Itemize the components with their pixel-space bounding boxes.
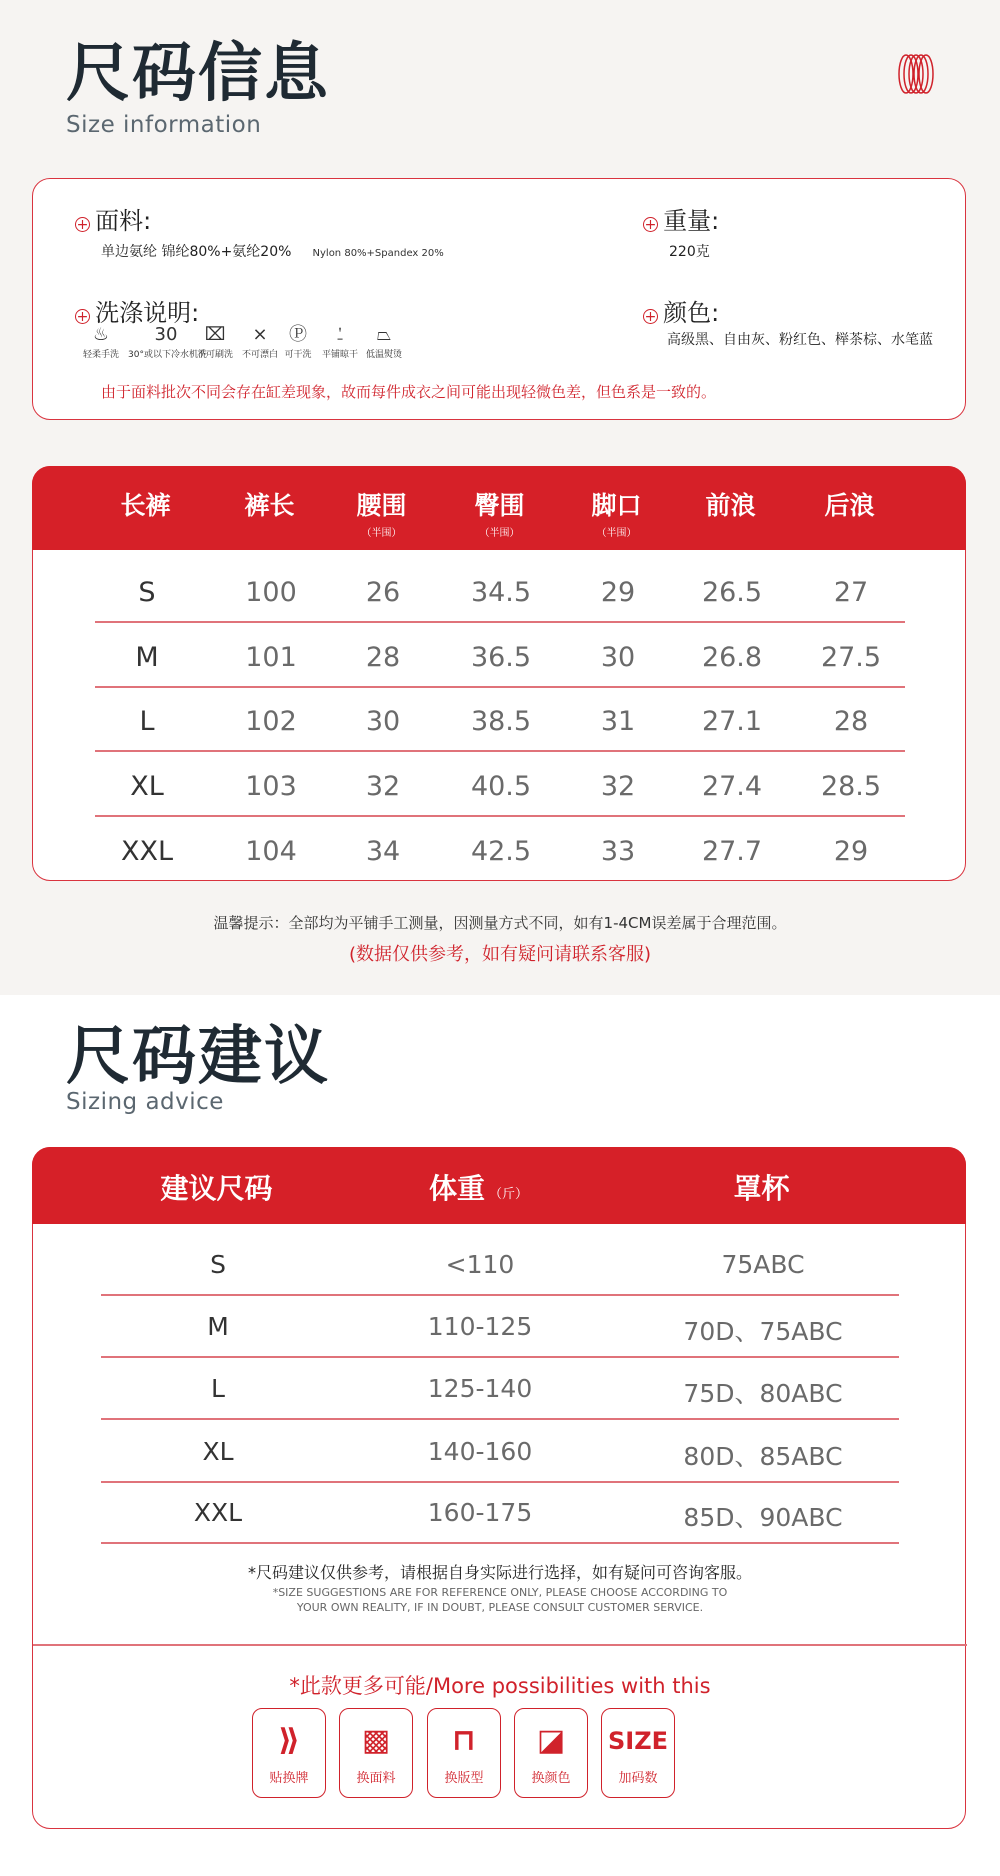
size-value-cell: 26.8: [701, 642, 763, 673]
advice-size-cell: XXL: [193, 1498, 243, 1527]
fabric-label: 面料:: [95, 207, 152, 235]
size-header-label: 脚口: [591, 490, 642, 520]
option-caption: 加码数: [618, 1771, 658, 1786]
advice-value-cell: 75ABC: [721, 1250, 805, 1279]
more-possibilities-title: *此款更多可能/More possibilities with this: [289, 1674, 711, 1698]
advice-note-en-2: YOUR OWN REALITY, IF IN DOUBT, PLEASE CONSULT CUSTOMER SERVICE.: [296, 1601, 704, 1614]
advice-size-cell: L: [211, 1374, 225, 1403]
advice-subtitle: Sizing advice: [66, 1089, 224, 1115]
plus-circle-icon: +: [76, 309, 89, 325]
size-value-cell: 28.5: [820, 771, 882, 802]
advice-title: 尺码建议: [66, 1020, 330, 1094]
low-iron-icon: ⏢: [376, 324, 392, 345]
advice-header-label: 罩杯: [733, 1171, 790, 1205]
row-divider: [101, 1294, 899, 1296]
size-value-cell: 38.5: [470, 706, 532, 737]
plus-circle-icon: +: [644, 309, 657, 325]
care-icon-item: [280, 323, 316, 360]
color-value: 高级黑、自由灰、粉红色、榉茶棕、水笔蓝: [667, 332, 933, 348]
size-value-cell: 30: [600, 642, 636, 673]
sizing-advice-section: [0, 995, 1000, 1876]
care-icon-caption: 30°或以下冷水机洗: [128, 350, 207, 360]
size-header-cell: [210, 486, 330, 522]
fabric-value: 单边氨纶 锦纶80%+氨纶20%: [101, 244, 292, 260]
size-label-cell: XL: [130, 771, 164, 802]
weight-heading: [643, 201, 719, 236]
advice-header-unit: （斤）: [489, 1186, 529, 1202]
size-header-sublabel: （半围）: [361, 527, 402, 539]
row-divider: [101, 1418, 899, 1420]
advice-header-cell: [107, 1167, 327, 1207]
advice-header-cell: [652, 1167, 872, 1207]
advice-header-label: 体重: [428, 1171, 485, 1205]
fabric-heading: [75, 201, 151, 236]
size-header-cell: [557, 486, 677, 539]
size-header-label: 裤长: [244, 490, 295, 520]
size-value-cell: 102: [245, 706, 297, 737]
row-divider: [95, 621, 905, 623]
option-swap-pattern: [427, 1708, 501, 1798]
row-divider: [101, 1356, 899, 1358]
advice-value-cell: 80D、85ABC: [683, 1442, 843, 1471]
size-header-label: 臀围: [474, 490, 525, 520]
dry-clean-icon: Ⓟ: [289, 324, 307, 345]
size-value-cell: 27.5: [820, 642, 882, 673]
wash-label: 洗涤说明:: [95, 299, 200, 327]
size-label-cell: L: [139, 706, 155, 737]
size-value-cell: 104: [245, 836, 297, 867]
size-table-card: [32, 466, 966, 881]
size-value-cell: 27.7: [701, 836, 763, 867]
care-icon-item: [320, 323, 360, 360]
size-value-cell: 26.5: [701, 577, 763, 608]
care-icon-item: [128, 323, 207, 360]
no-brush-icon: ⌧: [204, 324, 226, 345]
size-info-subtitle: Size information: [66, 112, 262, 138]
size-value-cell: 34.5: [470, 577, 532, 608]
care-icon-item: [195, 323, 235, 360]
option-caption: 换面料: [356, 1771, 396, 1786]
swap-fabric-icon: ▩: [361, 1723, 391, 1758]
weight-label: 重量:: [663, 207, 720, 235]
size-info-title: 尺码信息: [66, 37, 330, 111]
size-value-cell: 28: [365, 642, 401, 673]
row-divider: [95, 815, 905, 817]
option-caption: 换颜色: [531, 1771, 571, 1786]
fabric-info-card: [32, 178, 966, 420]
color-label: 颜色:: [663, 299, 720, 327]
measure-tip: 温馨提示：全部均为平铺手工测量，因测量方式不同，如有1-4CM误差属于合理范围。: [213, 914, 787, 932]
flat-dry-icon: ⍘: [334, 324, 346, 345]
option-swap-color: [514, 1708, 588, 1798]
care-icon-caption: 不可漂白: [241, 350, 278, 360]
size-value-cell: 40.5: [470, 771, 532, 802]
advice-value-cell: 75D、80ABC: [683, 1379, 843, 1408]
decorative-rings-icon: [896, 52, 936, 96]
advice-value-cell: <110: [445, 1250, 515, 1279]
care-icon-caption: 低温熨烫: [365, 350, 402, 360]
advice-value-cell: 125-140: [427, 1374, 533, 1403]
fabric-note: 由于面料批次不同会存在缸差现象，故而每件成衣之间可能出现轻微色差，但色系是一致的。: [101, 383, 717, 401]
size-value-cell: 29: [833, 836, 869, 867]
hand-wash-icon: ♨: [92, 324, 110, 345]
size-value-cell: 30: [365, 706, 401, 737]
plus-circle-icon: +: [76, 217, 89, 233]
size-header-sublabel: （半围）: [596, 527, 637, 539]
size-value-cell: 27: [833, 577, 869, 608]
size-value-cell: 31: [600, 706, 636, 737]
advice-value-cell: 140-160: [427, 1437, 533, 1466]
size-value-cell: 42.5: [470, 836, 532, 867]
size-value-cell: 103: [245, 771, 297, 802]
size-header-label: 后浪: [824, 490, 875, 520]
size-value-cell: 36.5: [470, 642, 532, 673]
measure-tip-red: (数据仅供参考，如有疑问请联系客服): [348, 944, 652, 965]
size-header-label: 前浪: [705, 490, 756, 520]
weight-value: 220克: [669, 244, 710, 260]
row-divider: [101, 1542, 899, 1544]
size-value-cell: 27.4: [701, 771, 763, 802]
row-divider: [95, 686, 905, 688]
care-icon-caption: 不可刷洗: [196, 350, 233, 360]
advice-note-en-1: *SIZE SUGGESTIONS ARE FOR REFERENCE ONLY, PLEASE CHOOSE ACCORDING TO: [272, 1586, 728, 1599]
option-caption: 换版型: [444, 1771, 484, 1786]
size-header-cell: [322, 486, 442, 539]
advice-value-cell: 85D、90ABC: [683, 1503, 843, 1532]
size-header-cell: [671, 486, 791, 522]
add-size-icon: SIZE: [607, 1727, 668, 1755]
advice-value-cell: 110-125: [427, 1312, 533, 1341]
divider: [33, 1644, 967, 1646]
care-icon-item: [83, 323, 119, 360]
size-value-cell: 27.1: [701, 706, 763, 737]
advice-table-header: [32, 1147, 966, 1224]
machine-wash-30-icon: 30: [154, 324, 178, 345]
advice-size-cell: XL: [202, 1437, 234, 1466]
care-icon-caption: 轻柔手洗: [83, 350, 120, 360]
care-icon-item: [240, 323, 280, 360]
fabric-values: [101, 241, 444, 261]
color-heading: [643, 293, 719, 328]
advice-size-cell: M: [207, 1312, 229, 1341]
size-value-cell: 28: [833, 706, 869, 737]
size-header-label: 长裤: [120, 490, 171, 520]
option-caption: 贴换牌: [269, 1771, 309, 1786]
advice-header-cell: [369, 1167, 589, 1207]
size-label-cell: XXL: [120, 836, 174, 867]
size-header-cell: [790, 486, 910, 522]
option-swap-label: [252, 1708, 326, 1798]
size-value-cell: 32: [600, 771, 636, 802]
size-value-cell: 33: [600, 836, 636, 867]
size-header-label: 腰围: [356, 490, 407, 520]
advice-note-cn: *尺码建议仅供参考，请根据自身实际进行选择，如有疑问可咨询客服。: [247, 1563, 752, 1582]
plus-circle-icon: +: [644, 217, 657, 233]
care-icon-item: [364, 323, 404, 360]
swap-pattern-icon: ⊓: [452, 1723, 476, 1758]
option-swap-fabric: [339, 1708, 413, 1798]
size-value-cell: 32: [365, 771, 401, 802]
size-value-cell: 100: [245, 577, 297, 608]
size-label-cell: S: [138, 577, 156, 608]
fabric-value-en: Nylon 80%+Spandex 20%: [312, 248, 444, 259]
row-divider: [101, 1481, 899, 1483]
size-header-cell: [86, 486, 206, 522]
size-value-cell: 34: [365, 836, 401, 867]
size-header-cell: [440, 486, 560, 539]
size-header-sublabel: （半围）: [479, 527, 520, 539]
size-value-cell: 101: [245, 642, 297, 673]
advice-header-label: 建议尺码: [160, 1171, 273, 1205]
swap-label-icon: ⟫: [278, 1723, 300, 1758]
size-label-cell: M: [135, 642, 159, 673]
advice-size-cell: S: [210, 1250, 226, 1279]
row-divider: [95, 750, 905, 752]
option-add-size: [601, 1708, 675, 1798]
size-value-cell: 29: [600, 577, 636, 608]
advice-value-cell: 160-175: [427, 1498, 533, 1527]
no-bleach-icon: ⨯: [252, 324, 268, 345]
advice-card: [32, 1147, 966, 1829]
advice-value-cell: 70D、75ABC: [683, 1317, 843, 1346]
size-table-header: [32, 466, 966, 550]
size-value-cell: 26: [365, 577, 401, 608]
care-icon-caption: 平铺晾干: [321, 350, 358, 360]
swap-color-icon: ◪: [536, 1723, 566, 1758]
care-icon-caption: 可干洗: [284, 350, 312, 360]
